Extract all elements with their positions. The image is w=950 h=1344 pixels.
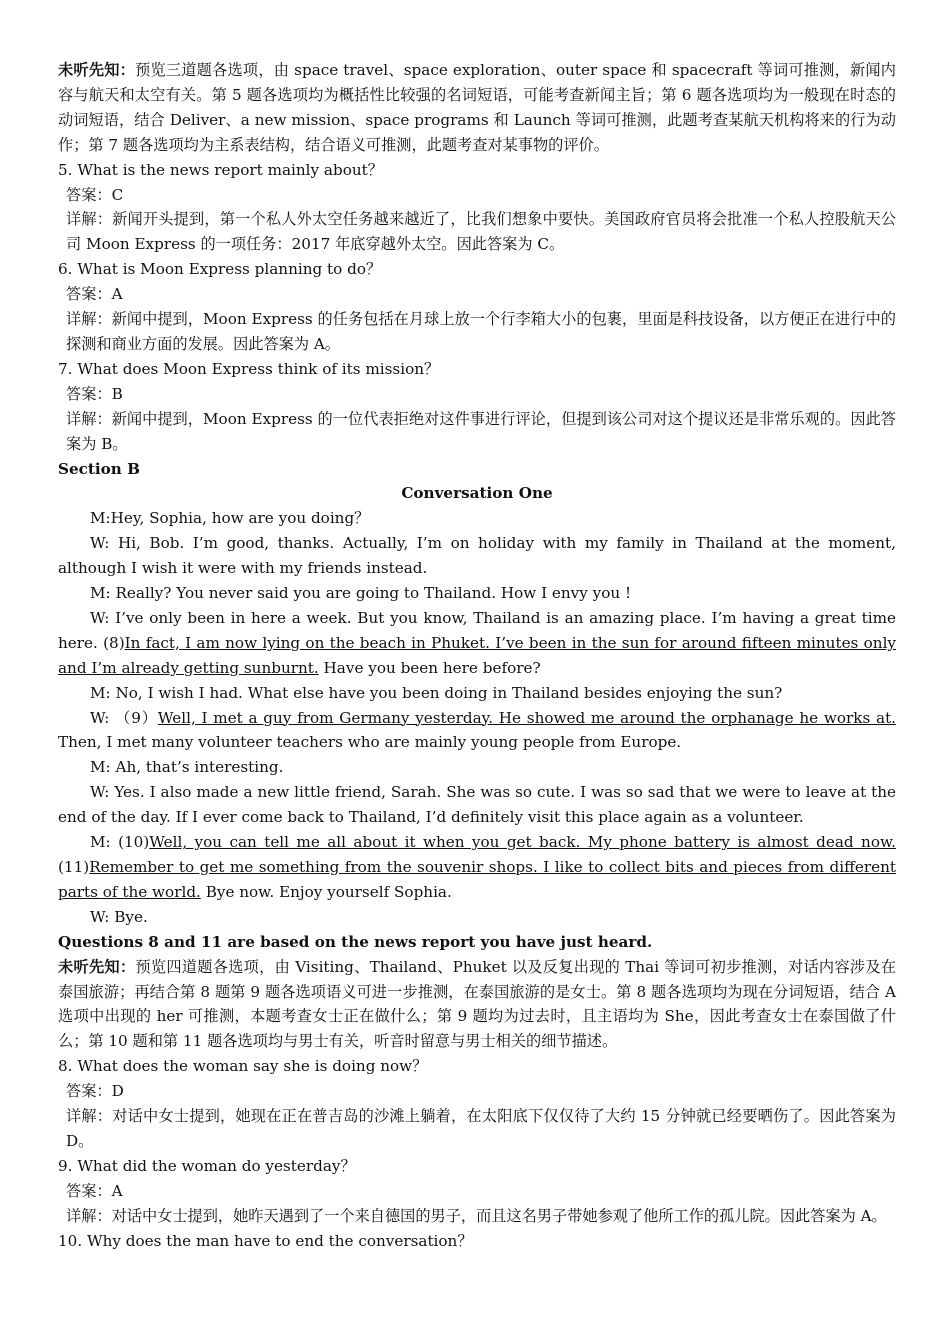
dialogue-line [58, 706, 896, 756]
answer-7: 答案：B [66, 384, 123, 403]
answer-9: 答案：A [66, 1181, 123, 1200]
dialogue-text: Then, I met many volunteer teachers who are mainly young people from Europe. [58, 733, 682, 752]
dialogue-text: W: I’ve only been in here a week. But you know, Thailand is an amazing place. I’m having a great time here. (8) [58, 608, 896, 652]
underlined-key-sentence: Well, I met a guy from Germany yesterday. He showed me around the orphanage he works at. [157, 708, 896, 727]
underlined-key-sentence: Well, you can tell me all about it when you get back. My phone battery is almost dead now. [149, 833, 896, 852]
dialogue-text: M: (10) [90, 833, 150, 852]
dialogue-text: W: （9） [90, 708, 158, 727]
question-5: 5. What is the news report mainly about？ [58, 160, 383, 179]
dialogue-line: W: Yes. I also made a new little friend, Sarah. She was so cute. I was so sad that we were to leave at the end of the day. If I ever come back to Thailand, I’d definitely visit this place again as a volunteer. [58, 783, 896, 827]
preview-label: 未听先知： [58, 61, 136, 79]
explanation-9: 详解：对话中女士提到，她昨天遇到了一个来自德国的男子，而且这名男子带她参观了他所工作的孤儿院。因此答案为 A。 [66, 1206, 887, 1225]
dialogue-line: M:Hey, Sophia, how are you doing？ [90, 509, 370, 528]
conversation-title: Conversation One [401, 484, 553, 503]
dialogue-line: M: Ah, that’s interesting. [90, 758, 284, 777]
answer-6: 答案：A [66, 285, 123, 304]
dialogue-line: W: Hi, Bob. I’m good, thanks. Actually, I’m on holiday with my family in Thailand at the moment, although I wish it were with my friends instead. [58, 534, 896, 578]
question-9: 9. What did the woman do yesterday？ [58, 1156, 356, 1175]
question-10: 10. Why does the man have to end the conversation？ [58, 1231, 473, 1250]
dialogue-line [58, 830, 896, 905]
dialogue-text: Bye now. Enjoy yourself Sophia. [200, 882, 452, 901]
underlined-key-sentence: Remember to get me something from the souvenir shops. I like to collect bits and pieces from different parts of the world. [58, 858, 896, 901]
dialogue-line: M: No, I wish I had. What else have you been doing in Thailand besides enjoying the sun? [90, 683, 783, 702]
question-8: 8. What does the woman say she is doing now？ [58, 1057, 428, 1076]
dialogue-line: W: Bye. [90, 907, 148, 926]
dialogue-text: (11) [58, 858, 90, 876]
preview-text: 预览三道题各选项，由 space travel、space exploration、outer space 和 spacecraft 等词可推测，新闻内容与航天和太空有关。第 5 题各选项均为概括性比较强的名词短语，可能考查新闻主旨；第 6 题各选项均为一般现在时态的动词短语，结合 Deliver、a new mission、space programs 和 Launch 等词可推测，此题考查某航天机构将来的行为动作；第 7 题各选项均为主系表结构，结合语义可推测，此题考查对某事物的评价。 [58, 61, 896, 154]
preview-paragraph-1 [58, 58, 896, 158]
underlined-key-sentence: In fact, I am now lying on the beach in Phuket. I’ve been in the sun for around fifteen minutes only and I’m already getting sunburnt. [58, 633, 897, 677]
answer-8: 答案：D [66, 1082, 124, 1101]
dialogue-line: M: Really? You never said you are going to Thailand. How I envy you ! [90, 584, 632, 603]
question-6: 6. What is Moon Express planning to do？ [58, 260, 382, 279]
explanation-7: 详解：新闻中提到，Moon Express 的一位代表拒绝对这件事进行评论，但提到该公司对这个提议还是非常乐观的。因此答案为 B。 [66, 409, 896, 453]
preview-label: 未听先知： [58, 957, 136, 976]
explanation-6: 详解：新闻中提到，Moon Express 的任务包括在月球上放一个行李箱大小的包裹，里面是科技设备，以方便正在进行中的探测和商业方面的发展。因此答案为 A。 [66, 310, 896, 353]
preview-paragraph-2 [58, 955, 896, 1055]
questions-heading: Questions 8 and 11 are based on the news report you have just heard. [58, 932, 653, 951]
question-7: 7. What does Moon Express think of its mission？ [58, 359, 440, 378]
answer-5: 答案：C [66, 185, 124, 204]
dialogue-line [58, 606, 896, 681]
preview-text: 预览四道题各选项，由 Visiting、Thailand、Phuket 以及反复出现的 Thai 等词可初步推测，对话内容涉及在泰国旅游；再结合第 8 题第 9 题各选项语义可进一步推测，在泰国旅游的是女士。第 8 题各选项均为现在分词短语，结合 A 选项中出现的 her 可推测，本题考查女士正在做什么；第 9 题均为过去时，且主语均为 She，因此考查女士在泰国做了什么；第 10 题和第 11 题各选项均与男士有关，听音时留意与男士相关的细节描述。 [58, 957, 897, 1051]
explanation-5: 详解：新闻开头提到，第一个私人外太空任务越来越近了，比我们想象中要快。美国政府官员将会批准一个私人控股航天公司 Moon Express 的一项任务：2017 年底穿越外太空。因此答案为 C。 [66, 210, 896, 254]
dialogue-text: Have you been here before? [318, 658, 541, 677]
section-heading: Section B [58, 459, 140, 478]
explanation-8: 详解：对话中女士提到，她现在正在普吉岛的沙滩上躺着，在太阳底下仅仅待了大约 15 分钟就已经要晒伤了。因此答案为 D。 [66, 1107, 896, 1150]
